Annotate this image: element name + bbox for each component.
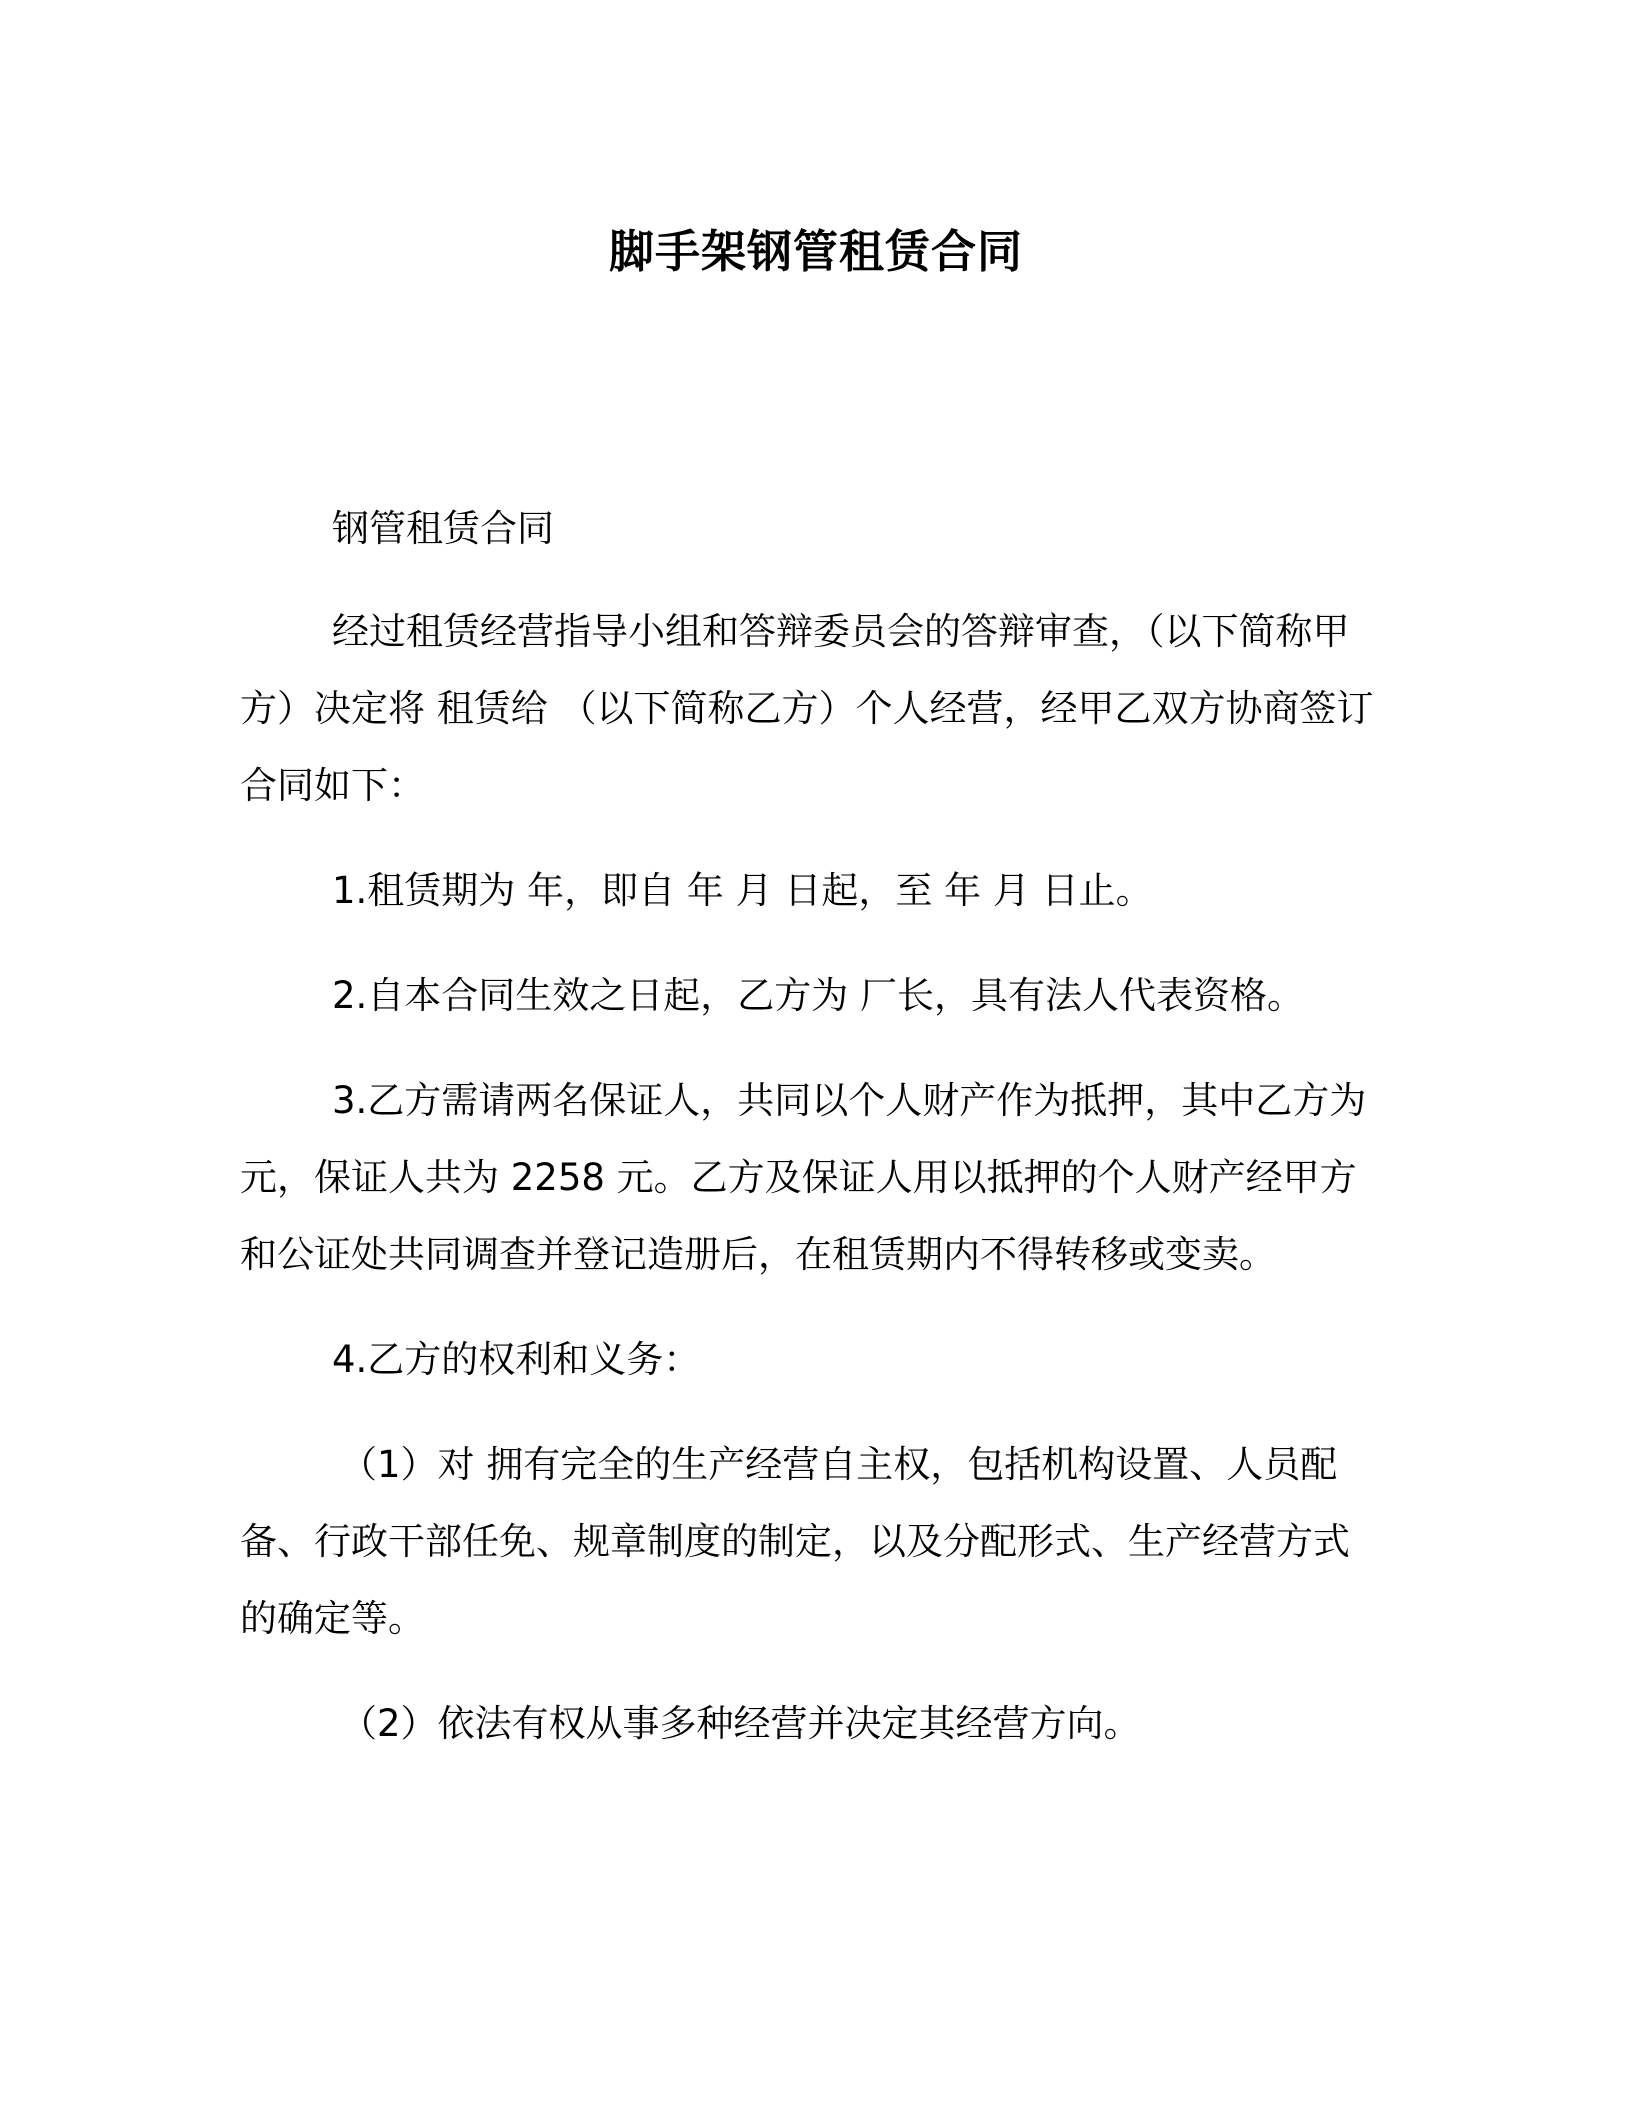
- document-title: 脚手架钢管租赁合同: [608, 225, 1023, 278]
- clause-4-item-1: （1）对 拥有完全的生产经营自主权，包括机构设置、人员配备、行政干部任免、规章制度的制定，以及分配形式、生产经营方式的确定等。: [240, 1443, 1350, 1640]
- clause-1-lease-term: 1.租赁期为 年，即自 年 月 日起，至 年 月 日止。: [332, 869, 1153, 912]
- clause-2-legal-representative: 2.自本合同生效之日起，乙方为 厂长，具有法人代表资格。: [332, 974, 1305, 1017]
- clause-3-guarantors: 3.乙方需请两名保证人，共同以个人财产作为抵押，其中乙方为 元，保证人共为 2258 元。乙方及保证人用以抵押的个人财产经甲方和公证处共同调查并登记造册后，在租赁期内不得转移或变卖。: [240, 1079, 1367, 1276]
- clause-4-rights-obligations: 4.乙方的权利和义务：: [332, 1338, 701, 1381]
- contract-subtitle: 钢管租赁合同: [332, 507, 554, 550]
- clause-4-item-2: （2）依法有权从事多种经营并决定其经营方向。: [340, 1702, 1141, 1745]
- document-body: [240, 490, 1385, 1790]
- intro-paragraph: 经过租赁经营指导小组和答辩委员会的答辩审查，（以下简称甲方）决定将 租赁给 （以下简称乙方）个人经营，经甲乙双方协商签订合同如下：: [240, 610, 1374, 807]
